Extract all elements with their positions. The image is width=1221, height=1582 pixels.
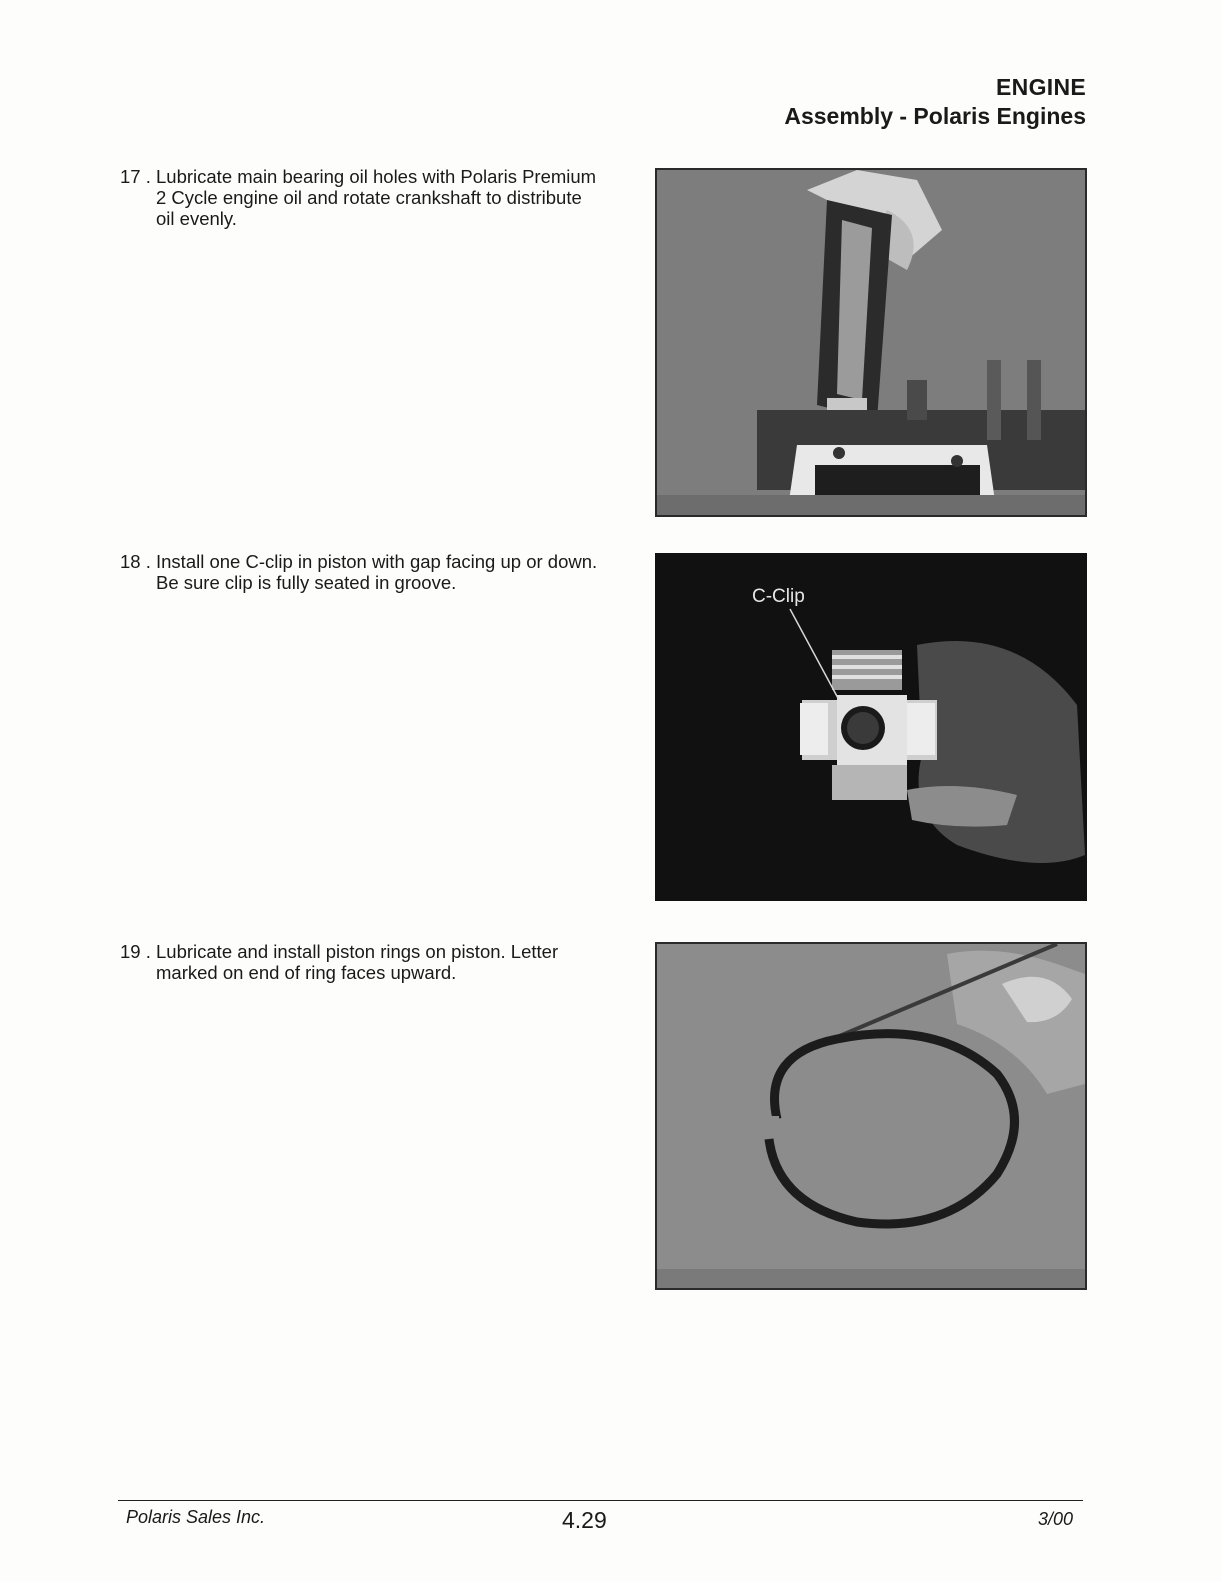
step-text: Install one C-clip in piston with gap facing up or down. Be sure clip is fully seated in groove. bbox=[156, 551, 598, 593]
footer-date: 3/00 bbox=[1037, 1509, 1073, 1529]
page-number: 4.29 bbox=[562, 1507, 607, 1533]
photo-piston-c-clip bbox=[655, 553, 1087, 901]
step-18 bbox=[120, 551, 598, 593]
step-number: 19 . bbox=[120, 941, 151, 962]
photo-piston-ring bbox=[655, 942, 1087, 1290]
section-title: ENGINE bbox=[996, 74, 1086, 100]
step-number: 18 . bbox=[120, 551, 151, 572]
c-clip-callout: C-Clip bbox=[752, 586, 805, 607]
photo-illustration bbox=[657, 170, 1085, 515]
step-17 bbox=[120, 166, 598, 229]
page-footer bbox=[118, 1500, 1083, 1533]
photo-illustration bbox=[657, 555, 1085, 899]
photo-oil-bottle-crankshaft bbox=[655, 168, 1087, 517]
footer-company: Polaris Sales Inc. bbox=[126, 1507, 266, 1527]
photo-illustration bbox=[657, 944, 1085, 1288]
step-number: 17 . bbox=[120, 166, 151, 187]
step-text: Lubricate and install piston rings on piston. Letter marked on end of ring faces upward. bbox=[156, 941, 559, 983]
page-header bbox=[784, 74, 1086, 130]
step-19 bbox=[120, 941, 598, 983]
step-text: Lubricate main bearing oil holes with Polaris Premium 2 Cycle engine oil and rotate crankshaft to distribute oil evenly. bbox=[156, 166, 597, 229]
section-subtitle: Assembly - Polaris Engines bbox=[784, 103, 1086, 129]
